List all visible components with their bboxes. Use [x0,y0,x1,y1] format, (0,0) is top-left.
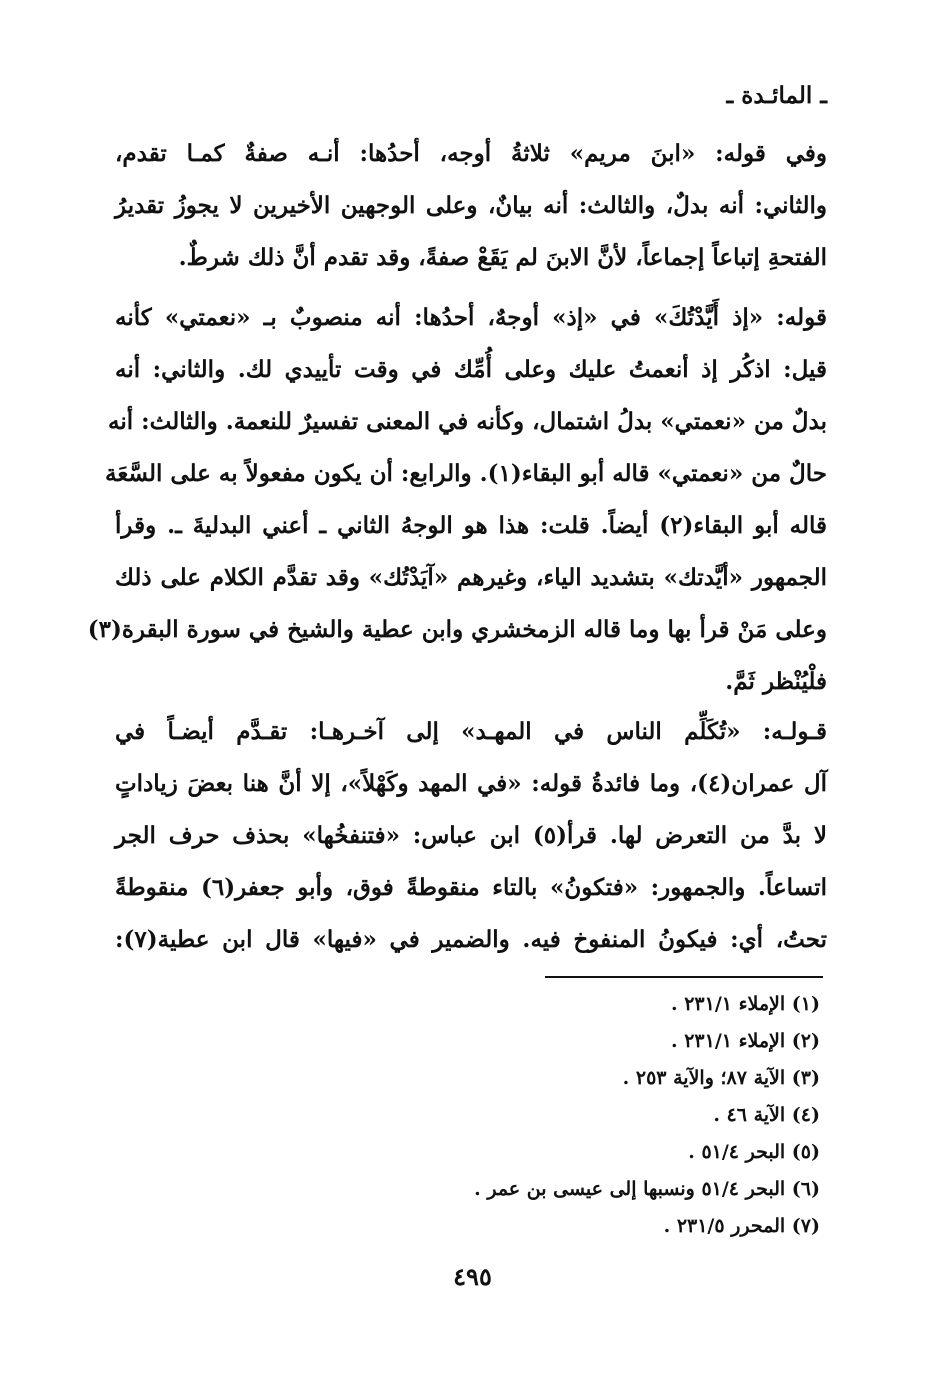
page-number: ٤٩٥ [453,1262,492,1291]
footnote-separator [545,976,823,978]
paragraph-1 [115,128,827,284]
text-line: قيل: اذكُر إذ أنعمتُ عليك وعلى أُمِّك في وقت تأييدي لك. والثاني: أنه [115,356,827,383]
footnote: (٧) المحرر ٢٣١/٥ . [663,1215,820,1237]
footnote: (٥) البحر ٥١/٤ . [688,1141,820,1163]
paragraph-2 [87,292,827,708]
footnote: (٤) الآية ٤٦ . [713,1104,820,1126]
text-line: آل عمران(٤)، وما فائدةُ قوله: «في المهد وكَهْلاً»، إلا أنَّ هنا بعضَ زياداتٍ [115,770,828,797]
text-line: حالٌ من «نعمتي» قاله أبو البقاء(١). والرابع: أن يكون مفعولاً به على السَّعَة [105,460,827,487]
text-line: بدلٌ من «نعمتي» بدلُ اشتمال، وكأنه في المعنى تفسيرٌ للنعمة. والثالث: أنه [108,408,827,435]
text-line: الجمهور «أيَّدتك» بتشديد الياء، وغيرهم «آيَدْتُك» وقد تقدَّم الكلام على ذلك [115,564,827,591]
text-line: اتساعاً. والجمهور: «فتكونُ» بالتاء منقوطةً فوق، وأبو جعفر(٦) منقوطةً [115,874,827,901]
footnote: (٣) الآية ٨٧؛ والآية ٢٥٣ . [622,1067,820,1089]
footnote: (٢) الإملاء ٢٣١/١ . [670,1030,820,1052]
text-line: الفتحةِ إتباعاً إجماعاً، لأنَّ الابنَ لم يَقَعْ صفةً، وقد تقدم أنَّ ذلك شرطٌ. [178,244,827,271]
footnote: (١) الإملاء ٢٣١/١ . [670,993,820,1015]
footnote: (٦) البحر ٥١/٤ ونسبها إلى عيسى بن عمر . [474,1178,820,1200]
text-line: قـولـه: «تُكَلِّم الناس في المهـد» إلى آخـرهـا: تقـدَّم أيضـاً في [115,718,827,745]
paragraph-3 [115,706,827,966]
footnotes [474,986,820,1245]
running-header: ـ المائـدة ـ [726,82,827,109]
text-line: قوله: «إذ أَيَّدْتُكَ» في «إذ» أوجهٌ، أحدُها: أنه منصوبٌ بـ «نعمتي» كأنه [115,304,827,331]
text-line: والثاني: أنه بدلٌ، والثالث: أنه بيانٌ، وعلى الوجهين الأخيرين لا يجوزُ تقديرُ [115,192,827,219]
text-line: تحتُ، أي: فيكونُ المنفوخ فيه. والضمير في «فيها» قال ابن عطية(٧): [115,926,827,953]
text-line: وفي قوله: «ابنَ مريم» ثلاثةُ أوجه، أحدُها: أنـه صفةٌ كمـا تقدم، [115,140,827,167]
text-line: فلْيُنْظر ثَمَّ. [725,668,827,695]
text-line: قاله أبو البقاء(٢) أيضاً. قلت: هذا هو الوجهُ الثاني ـ أعني البدليةَ ـ. وقرأ [115,512,827,539]
text-line: لا بدَّ من التعرض لها. قرأ(٥) ابن عباس: «فتنفخُها» بحذف حرف الجر [115,822,827,849]
text-line: وعلى مَنْ قرأ بها وما قاله الزمخشري وابن عطية والشيخ في سورة البقرة(٣) [87,616,827,643]
